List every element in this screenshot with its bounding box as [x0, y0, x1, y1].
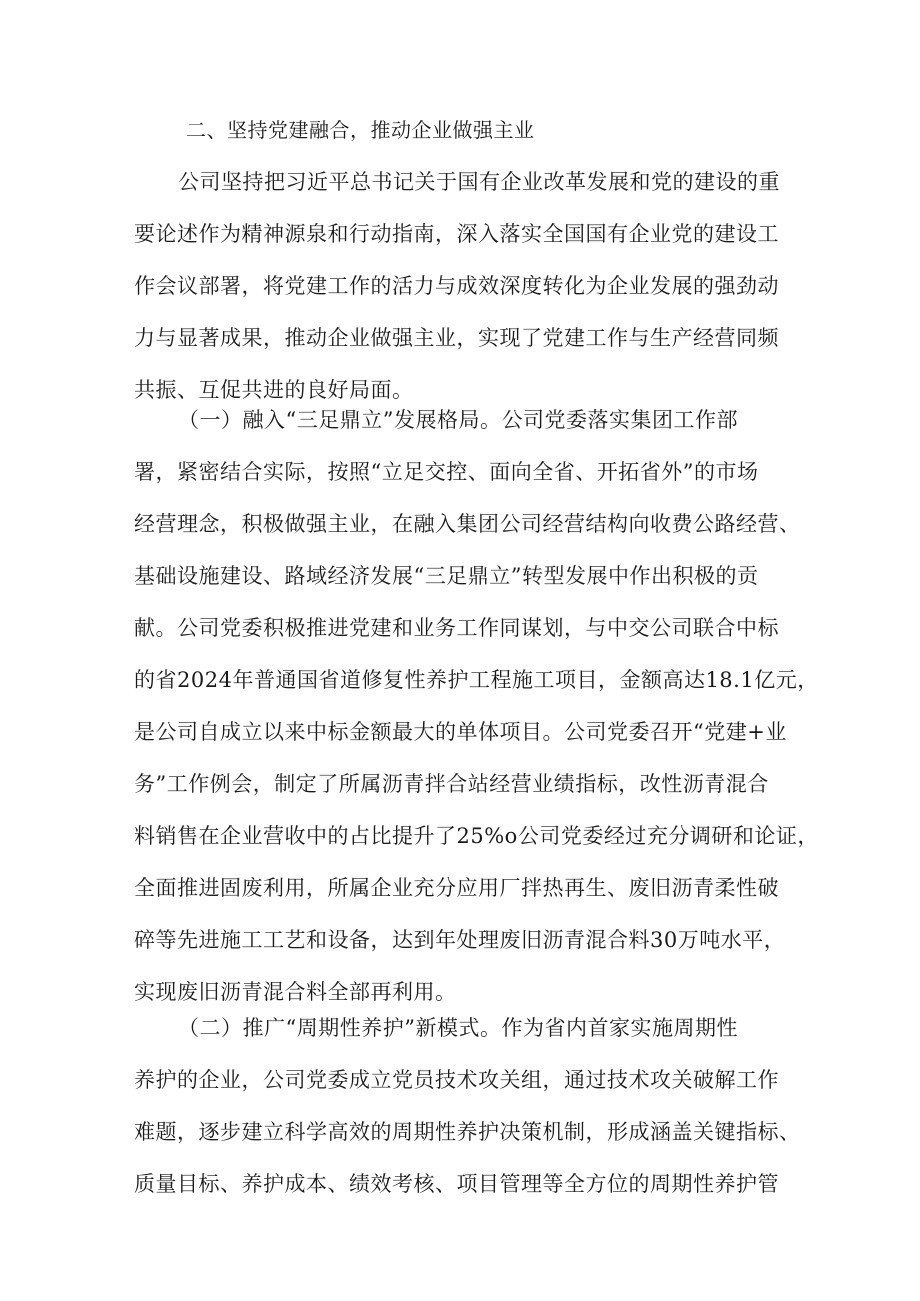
section-heading: 二、坚持党建融合，推动企业做强主业 — [186, 118, 535, 142]
paragraph-line: （一）融入“三足鼎立”发展格局。公司党委落实集团工作部 — [178, 408, 738, 432]
paragraph-line: 料销售在企业营收中的占比提升了25%o公司党委经过充分调研和论证， — [134, 824, 819, 848]
paragraph-line: 养护的企业，公司党委成立党员技术攻关组，通过技术攻关破解工作 — [134, 1068, 779, 1092]
paragraph-intro — [134, 156, 814, 416]
paragraph-line: 全面推进固废利用，所属企业充分应用厂拌热再生、废旧沥青柔性破 — [134, 876, 779, 900]
paragraph-line: 署，紧密结合实际，按照“立足交控、面向全省、开拓省外”的市场 — [134, 460, 759, 484]
paragraph-line: 公司坚持把习近平总书记关于国有企业改革发展和党的建设的重 — [178, 170, 780, 194]
paragraph-line: 实现废旧沥青混合料全部再利用。 — [134, 980, 457, 1004]
paragraph-line: 作会议部署，将党建工作的活力与成效深度转化为企业发展的强劲动 — [134, 274, 779, 298]
paragraph-line: 质量目标、养护成本、绩效考核、项目管理等全方位的周期性养护管 — [134, 1172, 779, 1196]
paragraph-line: 务”工作例会，制定了所属沥青拌合站经营业绩指标，改性沥青混合 — [134, 772, 769, 796]
paragraph-line: 经营理念，积极做强主业，在融入集团公司经营结构向收费公路经营、 — [134, 512, 801, 536]
paragraph-line: 基础设施建设、路域经济发展“三足鼎立”转型发展中作出积极的贡 — [134, 564, 759, 588]
paragraph-line: 献。公司党委积极推进党建和业务工作同谋划，与中交公司联合中标 — [134, 616, 779, 640]
paragraph-line: 难题，逐步建立科学高效的周期性养护决策机制，形成涵盖关键指标、 — [134, 1120, 801, 1144]
paragraph-line: （二）推广“周期性养护”新模式。作为省内首家实施周期性 — [178, 1016, 738, 1040]
paragraph-line: 要论述作为精神源泉和行动指南，深入落实全国国有企业党的建设工 — [134, 222, 779, 246]
paragraph-line: 共振、互促共进的良好局面。 — [134, 378, 414, 402]
paragraph-line: 力与显著成果，推动企业做强主业，实现了党建工作与生产经营同频 — [134, 326, 779, 350]
paragraph-line: 的省2024年普通国省道修复性养护工程施工项目，金额高达18.1亿元， — [134, 668, 819, 692]
paragraph-line: 是公司自成立以来中标金额最大的单体项目。公司党委召开“党建+业 — [134, 720, 787, 744]
paragraph-section-one — [134, 394, 819, 1018]
paragraph-section-two — [134, 1002, 814, 1210]
paragraph-line: 碎等先进施工工艺和设备，达到年处理废旧沥青混合料30万吨水平， — [134, 928, 786, 952]
